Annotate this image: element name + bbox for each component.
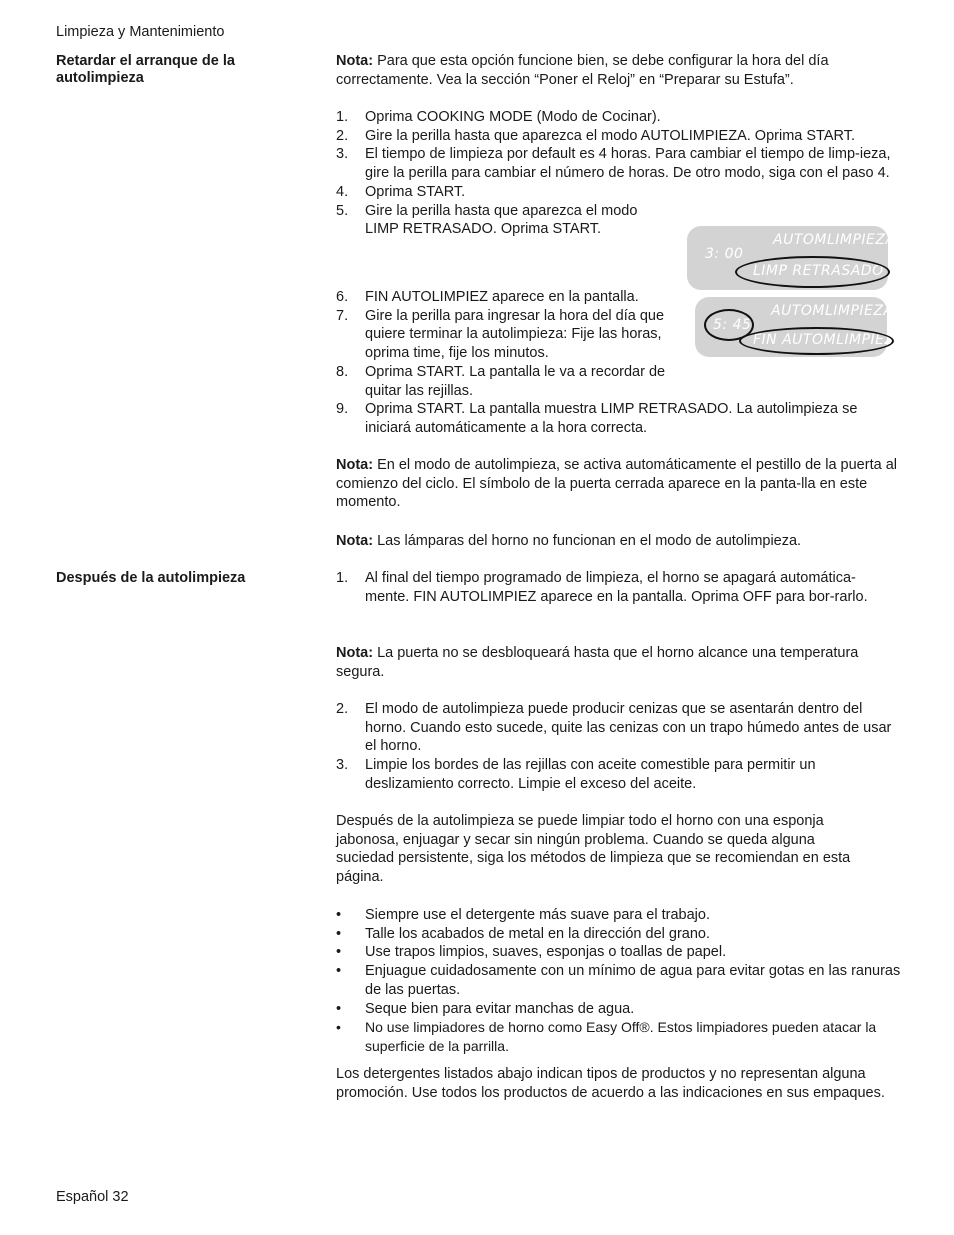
note-label: Nota: (336, 53, 374, 69)
section-heading-after-clean: Después de la autolimpieza (56, 570, 246, 586)
highlight-circle (739, 327, 894, 355)
display-sub: FIN AUTOMLIMPIEZ (753, 332, 895, 348)
highlight-circle (735, 256, 890, 288)
running-header: Limpieza y Mantenimiento (56, 24, 225, 40)
after-steps-2-3 (336, 700, 902, 794)
list-item: • Use trapos limpios, suaves, esponjas o toallas de papel. (336, 944, 727, 961)
display-sub: LIMP RETRASADO (753, 263, 884, 279)
after-step-1 (336, 569, 902, 606)
list-item: • No use limpiadores de horno como Easy Off®. Estos limpiadores pueden atacar la superficie de la parrilla. (336, 1019, 877, 1054)
list-item: 4. Oprima START. (336, 183, 466, 200)
list-item: 3. El tiempo de limpieza por default es 4 horas. Para cambiar el tiempo de limp-ieza, gire la perilla para cambiar el número de horas. De otro modo, siga con el paso 4. (336, 146, 891, 182)
list-item: 1. Oprima COOKING MODE (Modo de Cocinar). (336, 109, 661, 125)
list-item: • Enjuague cuidadosamente con un mínimo de agua para evitar gotas en las ranuras de las puertas. (336, 963, 901, 998)
section-heading-delay-start: Retardar el arranque de la autolimpieza (56, 53, 235, 86)
list-item: • Seque bien para evitar manchas de agua. (336, 1000, 635, 1017)
list-item: 9. Oprima START. La pantalla muestra LIMP RETRASADO. La autolimpieza se iniciará automáticamente a la hora correcta. (336, 401, 858, 436)
list-item: 2. Gire la perilla hasta que aparezca el modo AUTOLIMPIEZA. Oprima START. (336, 127, 855, 144)
display-time: 5: 45 (713, 317, 752, 333)
list-item: • Talle los acabados de metal en la dirección del grano. (336, 925, 710, 942)
note-door-unlock: Nota: La puerta no se desbloqueará hasta que el horno alcance una temperatura segura. (336, 645, 859, 680)
list-item: • Siempre use el detergente más suave para el trabajo. (336, 907, 710, 923)
display-mode: AUTOMLIMPIEZA (773, 232, 896, 248)
list-item: 8. Oprima START. La pantalla le va a recordar de quitar las rejillas. (336, 363, 666, 399)
display-mode: AUTOMLIMPIEZA (771, 303, 894, 319)
list-item: 6. FIN AUTOLIMPIEZ aparece en la pantalla. (336, 289, 639, 305)
note-door-latch: Nota: En el modo de autolimpieza, se activa automáticamente el pestillo de la puerta al comienzo del ciclo. El símbolo de la puerta cerrada aparece en la panta-lla en este momento. (336, 457, 897, 511)
oven-display-limp-retrasado (687, 226, 896, 290)
page-footer: Español 32 (56, 1189, 129, 1205)
oven-display-fin-autolimpiez (695, 297, 895, 357)
list-item: 3. Limpie los bordes de las rejillas con aceite comestible para permitir un deslizamiento correcto. Limpie el exceso del aceite. (336, 757, 816, 792)
tips-bullet-list (336, 906, 902, 1056)
display-time: 3: 00 (705, 246, 744, 262)
list-item: 1. Al final del tiempo programado de limpieza, el horno se apagará automática-mente. FIN AUTOLIMPIEZ aparece en la pantalla. Oprima OFF para bor-rarlo. (336, 570, 868, 605)
list-item: 2. El modo de autolimpieza puede producir cenizas que se asentarán dentro del horno. Cuando esto sucede, quite las cenizas con un trapo húmedo antes de usar el horno. (336, 701, 892, 755)
note-lamps: Nota: Las lámparas del horno no funcionan en el modo de autolimpieza. (336, 533, 802, 549)
paragraph-detergents: Los detergentes listados abajo indican tipos de productos y no representan alguna promoción. Use todos los productos de acuerdo a las indicaciones en sus empaques. (336, 1066, 885, 1101)
list-item: 7. Gire la perilla para ingresar la hora del día que quiere terminar la autolimpieza: Fije las horas, oprima time, fije los minutos. (336, 307, 665, 362)
note-clock (336, 52, 902, 89)
list-item: 5. Gire la perilla hasta que aparezca el modo LIMP RETRASADO. Oprima START. (336, 202, 638, 238)
note-text: Para que esta opción funcione bien, se debe configurar la hora del día correctamente. Vea la sección “Poner el Reloj” en “Preparar su Estufa”. (336, 53, 829, 88)
paragraph-after-clean: Después de la autolimpieza se puede limpiar todo el horno con una esponja jabonosa, enjuagar y secar sin ningún problema. Cuando se queda alguna suciedad persistente, siga los métodos de limpieza que se recomiendan en esta página. (336, 813, 851, 886)
steps-list-a (336, 108, 902, 239)
